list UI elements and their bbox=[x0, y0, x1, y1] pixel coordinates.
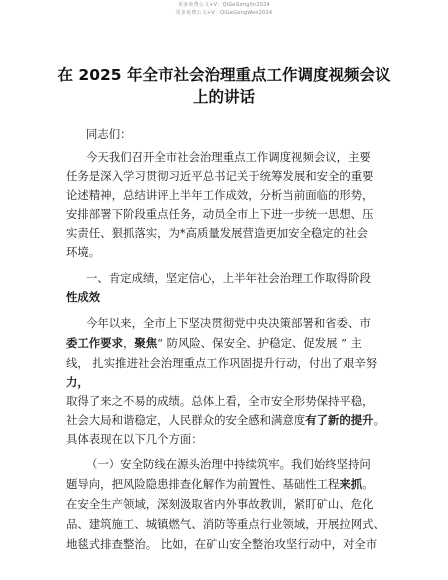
document-title-line-1: 在 2025 年全市社会治理重点工作调度视频会议 bbox=[57, 66, 391, 84]
paragraph-line: 环境。 bbox=[66, 245, 101, 259]
paragraph-line: 今天我们召开全市社会治理重点工作调度视频会议，主要 bbox=[86, 150, 371, 164]
paragraph-line: 实责任、狠抓落实，为*高质量发展营造更加安全稳定的社会 bbox=[66, 226, 368, 240]
paragraph-line: 线， 扎实推进社会治理重点工作巩固提升行动，付出了艰辛努 bbox=[66, 356, 378, 370]
text-run: ， bbox=[122, 336, 135, 350]
paragraph-line: 具体表现在以下几个方面： bbox=[66, 432, 203, 446]
paragraph-line: 安排部署下阶段重点任务，动员全市上下进一步统一思想、压 bbox=[66, 207, 374, 221]
section-heading-line: 一、肯定成绩，坚定信心，上半年社会治理工作取得阶段 bbox=[86, 271, 371, 285]
text-run: 。 bbox=[373, 413, 385, 427]
paragraph-line bbox=[66, 335, 362, 351]
text-run: “ 防风险、保安全、护稳定、促发展 ” 主 bbox=[157, 336, 362, 350]
watermark-line-1: 更多免费公文+V：QiGeGong0n2024 bbox=[178, 2, 270, 8]
text-run: 。 bbox=[362, 477, 374, 491]
paragraph-line: 今年以来，全市上下坚决贯彻党中央决策部署和省委、市 bbox=[86, 316, 371, 330]
section-heading-line: 性成效 bbox=[66, 290, 101, 304]
paragraph-line: 论述精神，总结讲评上半年工作成效，分析当前面临的形势， bbox=[66, 188, 374, 202]
bold-phrase: 聚焦 bbox=[134, 336, 158, 350]
watermark-line-2: 更多免费公文+V：QiGeGongWen2024 bbox=[175, 10, 273, 16]
document-title-line-2: 上的讲话 bbox=[192, 88, 255, 106]
paragraph-line: 地毯式排查整治。 比如，在矿山安全整治攻坚行动中，对全市 bbox=[66, 537, 378, 551]
paragraph-line: 任务是深入学习贯彻习近平总书记关于统筹发展和安全的重要 bbox=[66, 169, 374, 183]
paragraph-line: 在安全生产领域，深刻汲取省内外事故教训，紧盯矿山、危化 bbox=[66, 497, 374, 511]
bold-phrase: 委工作要求 bbox=[66, 336, 123, 350]
paragraph-line bbox=[66, 412, 385, 428]
paragraph-line bbox=[66, 476, 374, 492]
paragraph-line: （一）安全防线在源头治理中持续筑牢。我们始终坚持问 bbox=[86, 457, 371, 471]
text-run: 社会大局和谐稳定，人民群众的安全感和满意度 bbox=[66, 413, 306, 427]
bold-phrase: 有了新的提升 bbox=[305, 413, 374, 427]
text-run: 题导向，把风险隐患排查化解作为前置性、基础性工程 bbox=[66, 477, 340, 491]
paragraph-line: 取得了来之不易的成绩。总体上看，全市安全形势保持平稳， bbox=[66, 394, 374, 408]
bold-phrase: 来抓 bbox=[339, 477, 363, 491]
paragraph-line: 力， bbox=[66, 375, 89, 389]
paragraph-line: 品、建筑施工、城镇燃气、消防等重点行业领域，开展拉网式、 bbox=[66, 517, 385, 531]
salutation: 同志们： bbox=[86, 127, 132, 141]
